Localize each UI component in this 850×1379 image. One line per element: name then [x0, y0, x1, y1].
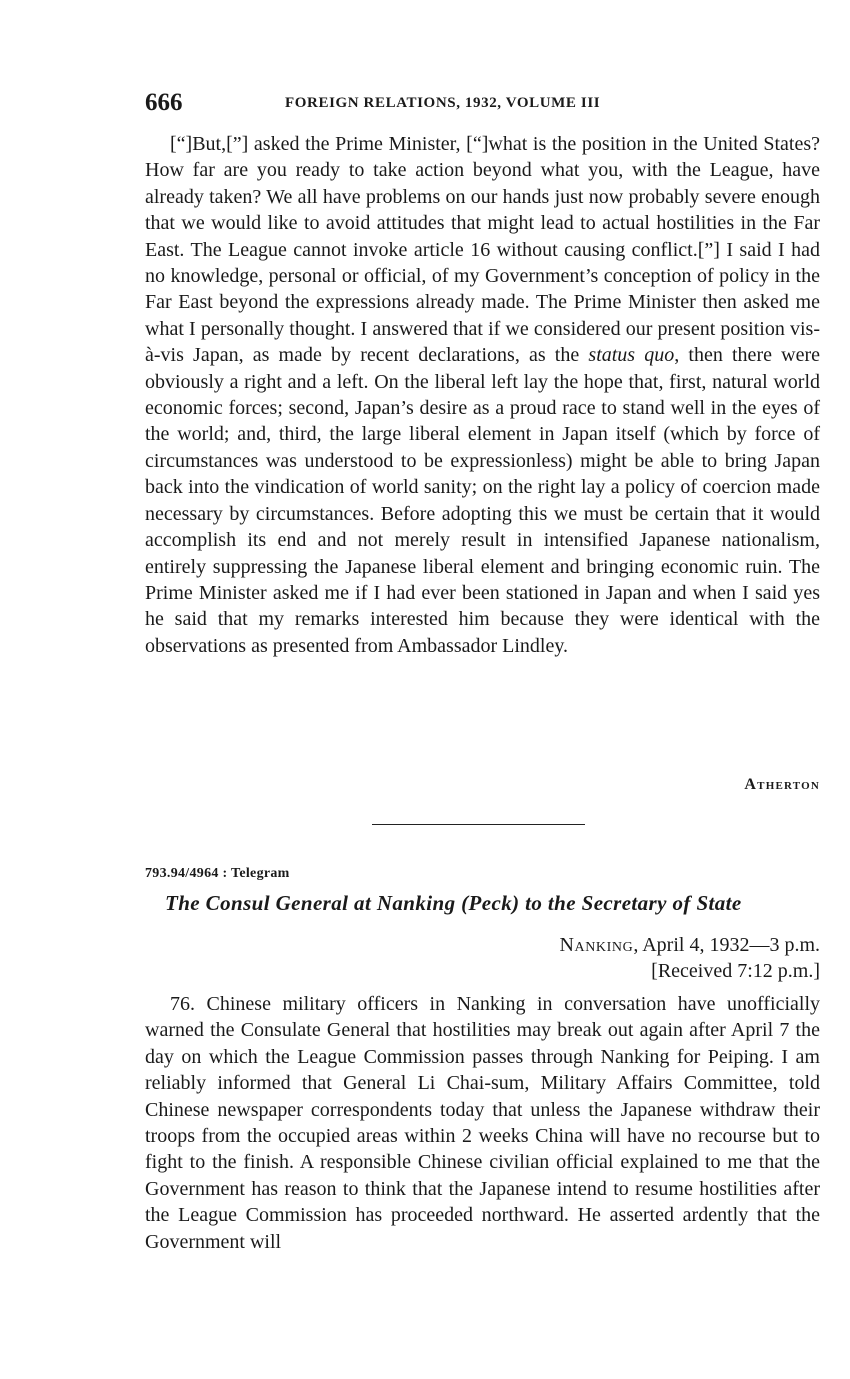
dateline-date: , April 4, 1932—3 p.m.	[633, 934, 820, 956]
file-reference: 793.94/4964 : Telegram	[145, 866, 290, 881]
dateline-place: Nanking	[559, 934, 634, 956]
running-head: FOREIGN RELATIONS, 1932, VOLUME III	[285, 95, 601, 111]
page-header	[145, 88, 820, 118]
section-divider	[372, 824, 585, 825]
continuation-paragraph	[145, 131, 820, 659]
dateline	[559, 932, 820, 958]
telegram-paragraph	[145, 991, 820, 1255]
telegram-body: 76. Chinese military officers in Nanking in conversation have unofficially warned the Consulate General that hostilities may break out again after April 7 the day on which the League Commission passes through Nanking for Peiping. I am reliably informed that General Li Chai-sum, Military Affairs Committee, told Chinese newspaper correspondents today that unless the Japanese withdraw their troops from the occupied areas within 2 weeks China will have no recourse but to fight to the finish. A responsible Chinese civilian official explained to me that the Government has reason to think that the Japanese intend to resume hostilities after the League Commission has proceeded northward. He asserted ardently that the Government will	[145, 993, 820, 1253]
document-title: The Consul General at Nanking (Peck) to the Secretary of State	[165, 891, 742, 915]
signature: Atherton	[744, 776, 820, 793]
received-time: [Received 7:12 p.m.]	[651, 960, 820, 982]
page-number: 666	[145, 89, 183, 116]
continuation-text: [“]But,[”] asked the Prime Minister, [“]what is the position in the United States? How far are you ready to take action beyond what you, with the League, have already taken? We all have problems on our hands just now probably severe enough that we would like to avoid attitudes that might lead to actual hostilities in the Far East. The League cannot invoke article 16 without causing conflict.[”] I said I had no knowledge, personal or official, of my Government’s conception of policy in the Far East beyond the expressions already made. The Prime Minister then asked me what I personally thought. I answered that if we considered our present position vis-à-vis Japan, as made by recent declarations, as the status quo, then there were obviously a right and a left. On the liberal left lay the hope that, first, natural world economic forces; second, Japan’s desire as a proud race to stand well in the eyes of the world; and, third, the large liberal element in Japan itself (which by force of circumstances was understood to be expressionless) might be able to bring Japan back into the vindication of world sanity; on the right lay a policy of coercion made necessary by circumstances. Before adopting this we must be certain that it would accomplish its end and not merely result in intensified Japanese nationalism, entirely suppressing the Japanese liberal element and bringing economic ruin. The Prime Minister asked me if I had ever been stationed in Japan and when I said yes he said that my remarks interested him because they were identical with the observations as presented from Ambassador Lindley.	[145, 133, 820, 657]
